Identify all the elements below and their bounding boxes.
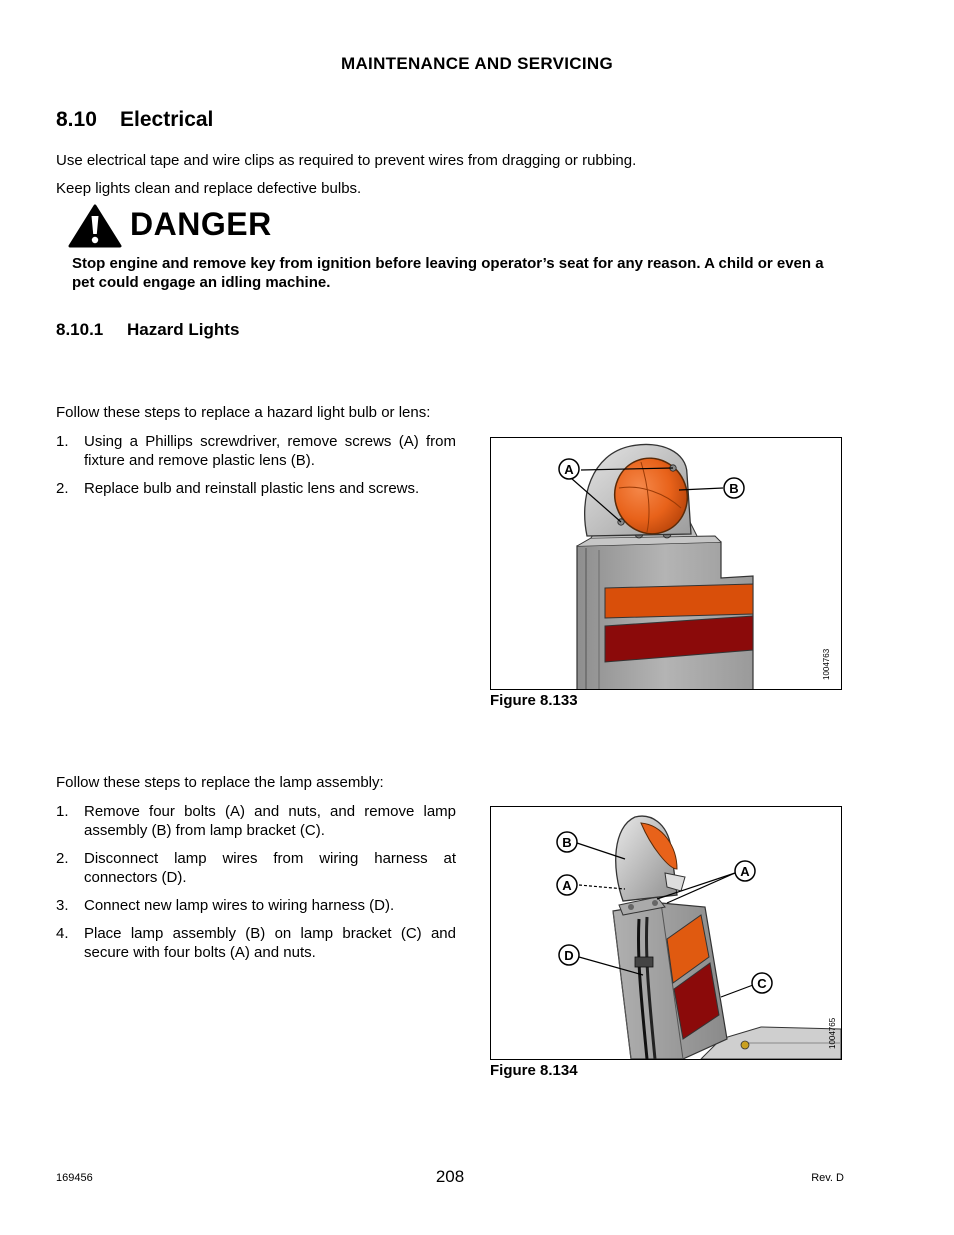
list-item <box>56 432 456 470</box>
lamp-assembly-illustration <box>491 807 841 1059</box>
subsection-title: Hazard Lights <box>127 320 240 339</box>
step-number: 1. <box>56 803 69 820</box>
figure-caption: Figure 8.134 <box>490 1062 578 1079</box>
step-number: 2. <box>56 480 69 497</box>
step-number: 4. <box>56 925 69 942</box>
section-title: Electrical <box>120 108 214 131</box>
figure-lamp-assembly <box>490 806 842 1060</box>
warning-triangle-icon <box>68 204 122 248</box>
figure-caption: Figure 8.133 <box>490 692 578 709</box>
list-item <box>56 849 456 887</box>
list-item <box>56 924 456 962</box>
callout-a <box>559 459 579 479</box>
step-number: 3. <box>56 897 69 914</box>
callout-a-right <box>735 861 755 881</box>
callout-a-label: A <box>562 878 572 893</box>
step-text: Remove four bolts (A) and nuts, and remove lamp assembly (B) from lamp bracket (C). <box>84 803 456 839</box>
running-header: MAINTENANCE AND SERVICING <box>341 54 613 73</box>
subsection-number: 8.10.1 <box>56 320 104 339</box>
step-text: Disconnect lamp wires from wiring harness at connectors (D). <box>84 850 456 886</box>
danger-message: Stop engine and remove key from ignition before leaving operator’s seat for any reason. A child or even a pet could engage an idling machine. <box>72 255 824 291</box>
step-number: 1. <box>56 433 69 450</box>
section-number: 8.10 <box>56 108 97 131</box>
hazard-light-illustration <box>491 438 841 689</box>
intro-paragraph-1: Use electrical tape and wire clips as required to prevent wires from dragging or rubbing. <box>56 152 637 169</box>
list-item <box>56 802 456 840</box>
callout-b <box>724 478 744 498</box>
procedure-2-steps <box>56 802 456 971</box>
step-text: Place lamp assembly (B) on lamp bracket (C) and secure with four bolts (A) and nuts. <box>84 925 456 961</box>
procedure-2-intro: Follow these steps to replace the lamp assembly: <box>56 774 384 791</box>
procedure-1-steps <box>56 432 456 507</box>
figure-id: 1004765 <box>828 1017 837 1049</box>
callout-c-label: C <box>757 976 767 991</box>
step-text: Replace bulb and reinstall plastic lens and screws. <box>84 480 420 497</box>
subsection-heading <box>56 320 239 340</box>
callout-d <box>559 945 579 965</box>
callout-b-label: B <box>729 481 739 496</box>
step-number: 2. <box>56 850 69 867</box>
callout-b-label: B <box>562 835 572 850</box>
callout-a-label: A <box>740 864 750 879</box>
procedure-1-intro: Follow these steps to replace a hazard light bulb or lens: <box>56 404 431 421</box>
step-text: Connect new lamp wires to wiring harness (D). <box>84 897 395 914</box>
callout-d-label: D <box>564 948 574 963</box>
danger-title: DANGER <box>130 206 272 242</box>
figure-hazard-light-lens <box>490 437 842 690</box>
callout-c <box>752 973 772 993</box>
figure-id: 1004763 <box>822 648 831 680</box>
callout-a-label: A <box>564 462 574 477</box>
page-number: 208 <box>435 1167 465 1186</box>
list-item <box>56 479 456 498</box>
intro-paragraph-2: Keep lights clean and replace defective bulbs. <box>56 180 362 197</box>
revision-label: Rev. D <box>811 1172 844 1184</box>
document-number: 169456 <box>56 1172 93 1184</box>
callout-a-left <box>557 875 577 895</box>
list-item <box>56 896 456 915</box>
section-heading <box>56 108 213 132</box>
step-text: Using a Phillips screwdriver, remove screws (A) from fixture and remove plastic lens (B). <box>84 433 456 469</box>
callout-b <box>557 832 577 852</box>
